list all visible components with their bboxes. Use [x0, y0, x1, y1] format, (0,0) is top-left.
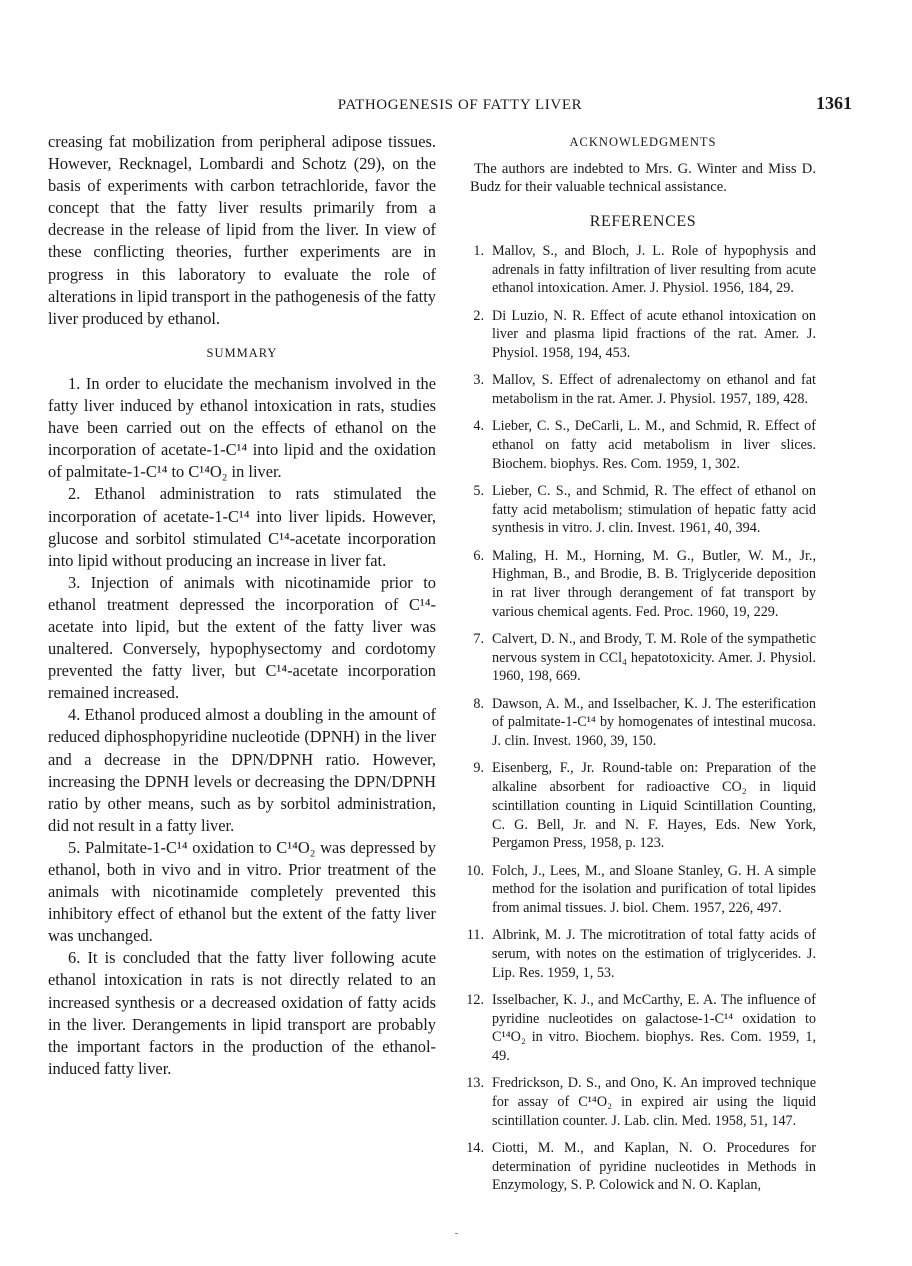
- left-column: [48, 131, 436, 1080]
- reference-number: 13.: [466, 1075, 484, 1092]
- summary-item-2: 2. Ethanol administration to rats stimulated the incorporation of acetate-1-C¹⁴ into liver lipids. However, glucose and sorbitol stimulated C¹⁴-acetate incorporation into lipid without producing an increase in liver fat.: [48, 484, 436, 570]
- reference-item: [470, 482, 816, 538]
- reference-item: [470, 307, 816, 363]
- reference-text: Maling, H. M., Horning, M. G., Butler, W. M., Jr., Highman, B., and Brodie, B. B. Triglyceride deposition in rat liver through derangement of fat transport by various chemical agents. Fed. Proc. 1960, 19, 229.: [492, 547, 816, 620]
- reference-number: 3.: [473, 372, 484, 389]
- reference-text: Isselbacher, K. J., and McCarthy, E. A. The influence of pyridine nucleotides on galactose-1-C¹⁴ oxidation to C¹⁴O₂ in vitro. Biochem. biophys. Res. Com. 1959, 1, 49.: [492, 991, 816, 1065]
- acknowledgments-text: The authors are indebted to Mrs. G. Winter and Miss D. Budz for their valuable technical assistance.: [470, 160, 816, 196]
- reference-number: 8.: [473, 695, 484, 712]
- reference-text: Albrink, M. J. The microtitration of total fatty acids of serum, with notes on the estimation of triglycerides. J. Lip. Res. 1959, 1, 53.: [492, 927, 816, 981]
- reference-item: [470, 242, 816, 298]
- page-mark: [455, 1233, 458, 1234]
- reference-text: Calvert, D. N., and Brody, T. M. Role of the sympathetic nervous system in CCl₄ hepatotoxicity. Amer. J. Physiol. 1960, 198, 669.: [492, 631, 816, 685]
- reference-number: 11.: [466, 927, 484, 944]
- references-heading: REFERENCES: [589, 213, 697, 231]
- reference-number: 6.: [473, 547, 484, 564]
- reference-number: 1.: [473, 242, 484, 259]
- reference-item: [466, 926, 816, 982]
- reference-text: Ciotti, M. M., and Kaplan, N. O. Procedures for determination of pyridine nucleotides in Methods in Enzymology, S. P. Colowick and N. O. Kaplan,: [492, 1140, 816, 1194]
- reference-item: [466, 991, 816, 1066]
- reference-text: Dawson, A. M., and Isselbacher, K. J. The esterification of palmitate-1-C¹⁴ by homogenates of intestinal mucosa. J. clin. Invest. 1960, 39, 150.: [492, 695, 816, 750]
- acknowledgments-heading: ACKNOWLEDGMENTS: [569, 135, 717, 149]
- summary-item-5: 5. Palmitate-1-C¹⁴ oxidation to C¹⁴O₂ was depressed by ethanol, both in vivo and in vitro. Prior treatment of the animals with nicotinamide completely prevented this inhibitory effect of ethanol but the extent of the fatty liver was unchanged.: [48, 837, 436, 946]
- reference-number: 10.: [466, 862, 484, 879]
- reference-list: [466, 242, 816, 1195]
- reference-item: [466, 862, 816, 918]
- reference-item: [466, 1074, 816, 1130]
- reference-item: [470, 759, 816, 853]
- reference-item: [470, 630, 816, 686]
- reference-number: 2.: [473, 307, 484, 324]
- reference-number: 5.: [473, 482, 484, 499]
- summary-item-1: 1. In order to elucidate the mechanism involved in the fatty liver induced by ethanol intoxication in rats, studies have been carried out on the effects of ethanol on the incorporation of acetate-1-C¹⁴ into lipid and the oxidation of palmitate-1-C¹⁴ to C¹⁴O₂ in liver.: [48, 373, 436, 482]
- reference-text: Folch, J., Lees, M., and Sloane Stanley, G. H. A simple method for the isolation and purification of total lipides from animal tissues. J. biol. Chem. 1957, 226, 497.: [492, 862, 816, 916]
- running-header: [60, 93, 860, 119]
- reference-item: [470, 695, 816, 751]
- reference-item: [470, 547, 816, 622]
- summary-item-4: 4. Ethanol produced almost a doubling in the amount of reduced diphosphopyridine nucleotide (DPNH) in the liver and a decrease in the DPN/DPNH ratio. However, increasing the DPNH levels or decreasing the DPN/DPNH ratio by other means, such as by sorbitol administration, did not result in a fatty liver.: [48, 705, 436, 835]
- reference-number: 12.: [466, 991, 484, 1008]
- reference-number: 7.: [473, 631, 484, 648]
- reference-text: Mallov, S. Effect of adrenalectomy on ethanol and fat metabolism in the rat. Amer. J. Physiol. 1957, 189, 428.: [492, 372, 816, 407]
- summary-item-3: 3. Injection of animals with nicotinamide prior to ethanol treatment depressed the incorporation of C¹⁴-acetate into lipid, but the extent of the fatty liver was unaltered. Conversely, hypophysectomy and cordotomy prevented the fatty liver, but C¹⁴-acetate incorporation remained increased.: [48, 572, 436, 703]
- summary-item-6: 6. It is concluded that the fatty liver following acute ethanol intoxication in rats is not directly related to an increased synthesis or a decreased oxidation of fatty acids in the liver. Derangements in lipid transport are probably the important factors in the production of the ethanol-induced fatty liver.: [48, 948, 436, 1078]
- summary-heading: SUMMARY: [206, 345, 278, 360]
- running-title: PATHOGENESIS OF FATTY LIVER: [337, 97, 583, 113]
- reference-item: [470, 417, 816, 473]
- body-paragraph: creasing fat mobilization from peripheral adipose tissues. However, Recknagel, Lombardi and Schotz (29), on the basis of experiments with carbon tetrachloride, favor the concept that the fatty liver results primarily from a decrease in the release of lipid from the liver. In view of these conflicting theories, further experiments are in progress in this laboratory to evaluate the role of alterations in lipid transport in the pathogenesis of the fatty liver produced by ethanol.: [48, 132, 436, 328]
- reference-number: 14.: [466, 1140, 484, 1157]
- reference-item: [466, 1139, 816, 1195]
- reference-text: Fredrickson, D. S., and Ono, K. An improved technique for assay of C¹⁴O₂ in expired air using the liquid scintillation counter. J. Lab. clin. Med. 1958, 51, 147.: [492, 1075, 816, 1129]
- reference-text: Di Luzio, N. R. Effect of acute ethanol intoxication on liver and plasma lipid fractions of the rat. Amer. J. Physiol. 1958, 194, 453.: [492, 307, 816, 361]
- reference-text: Lieber, C. S., DeCarli, L. M., and Schmid, R. Effect of ethanol on fatty acid metabolism in liver slices. Biochem. biophys. Res. Com. 1959, 1, 302.: [492, 418, 816, 472]
- reference-number: 9.: [473, 760, 484, 777]
- reference-text: Lieber, C. S., and Schmid, R. The effect of ethanol on fatty acid metabolism; stimulation of hepatic fatty acid synthesis in vitro. J. clin. Invest. 1961, 40, 394.: [492, 482, 816, 537]
- reference-text: Mallov, S., and Bloch, J. L. Role of hypophysis and adrenals in fatty infiltration of liver resulting from acute ethanol intoxication. Amer. J. Physiol. 1956, 184, 29.: [492, 242, 816, 297]
- reference-number: 4.: [473, 418, 484, 435]
- reference-text: Eisenberg, F., Jr. Round-table on: Preparation of the alkaline absorbent for radioactive CO₂ in liquid scintillation counting in Liquid Scintillation Counting, C. G. Bell, Jr. and N. F. Hayes, Eds. New York, Pergamon Press, 1958, p. 123.: [492, 760, 816, 852]
- right-column: [466, 133, 816, 1204]
- page-number: 1361: [816, 93, 852, 113]
- reference-item: [470, 371, 816, 408]
